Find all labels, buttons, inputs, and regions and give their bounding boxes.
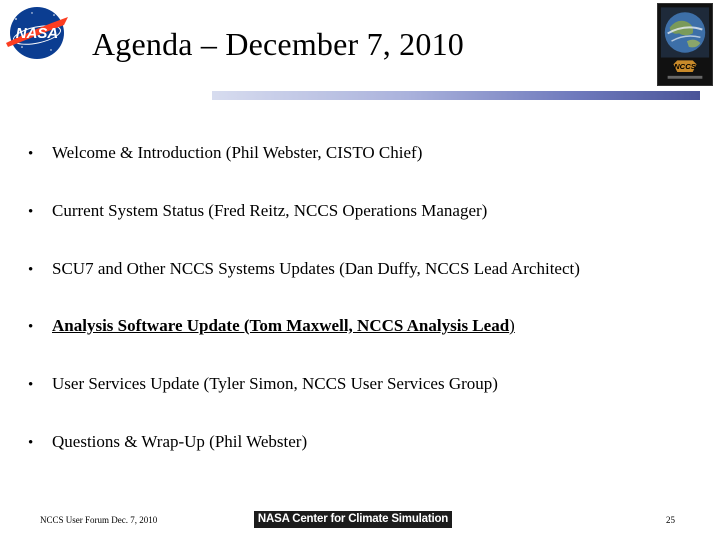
agenda-item-analysis-software[interactable]: [28, 316, 515, 336]
agenda-item-text: Welcome & Introduction (Phil Webster, CISTO Chief): [52, 143, 423, 162]
nccs-logo: [657, 3, 713, 86]
page-number: 25: [666, 515, 675, 525]
bullet: •: [28, 146, 34, 162]
bullet: •: [28, 204, 34, 220]
bullet: •: [28, 377, 34, 393]
agenda-item-text: User Services Update (Tyler Simon, NCCS User Services Group): [52, 374, 498, 393]
agenda-item-link-text[interactable]: Analysis Software Update (Tom Maxwell, NCCS Analysis Lead: [52, 316, 510, 335]
page-title: Agenda – December 7, 2010: [92, 26, 464, 62]
footer-banner: NASA Center for Climate Simulation: [254, 511, 452, 528]
bullet: •: [28, 319, 34, 335]
bullet: •: [28, 262, 34, 278]
bullet: •: [28, 435, 34, 451]
agenda-item-text: Questions & Wrap-Up (Phil Webster): [52, 432, 308, 451]
footer-event-label: NCCS User Forum Dec. 7, 2010: [40, 515, 158, 525]
agenda-item-text: Current System Status (Fred Reitz, NCCS Operations Manager): [52, 201, 488, 220]
agenda-item-text: SCU7 and Other NCCS Systems Updates (Dan Duffy, NCCS Lead Architect): [52, 259, 580, 278]
agenda-item-questions: [28, 432, 307, 452]
svg-text:NCCS: NCCS: [674, 62, 696, 72]
agenda-item-link[interactable]: [52, 316, 515, 336]
agenda-item-system-status: [28, 201, 487, 221]
agenda-item-welcome: [28, 143, 422, 163]
agenda-item-user-services: [28, 374, 498, 394]
title-underline-bar: [212, 91, 700, 100]
agenda-item-text-rest: ): [509, 316, 515, 335]
svg-text:NASA: NASA: [15, 25, 59, 42]
nasa-logo: [4, 5, 70, 61]
agenda-item-scu7-updates: [28, 259, 580, 279]
